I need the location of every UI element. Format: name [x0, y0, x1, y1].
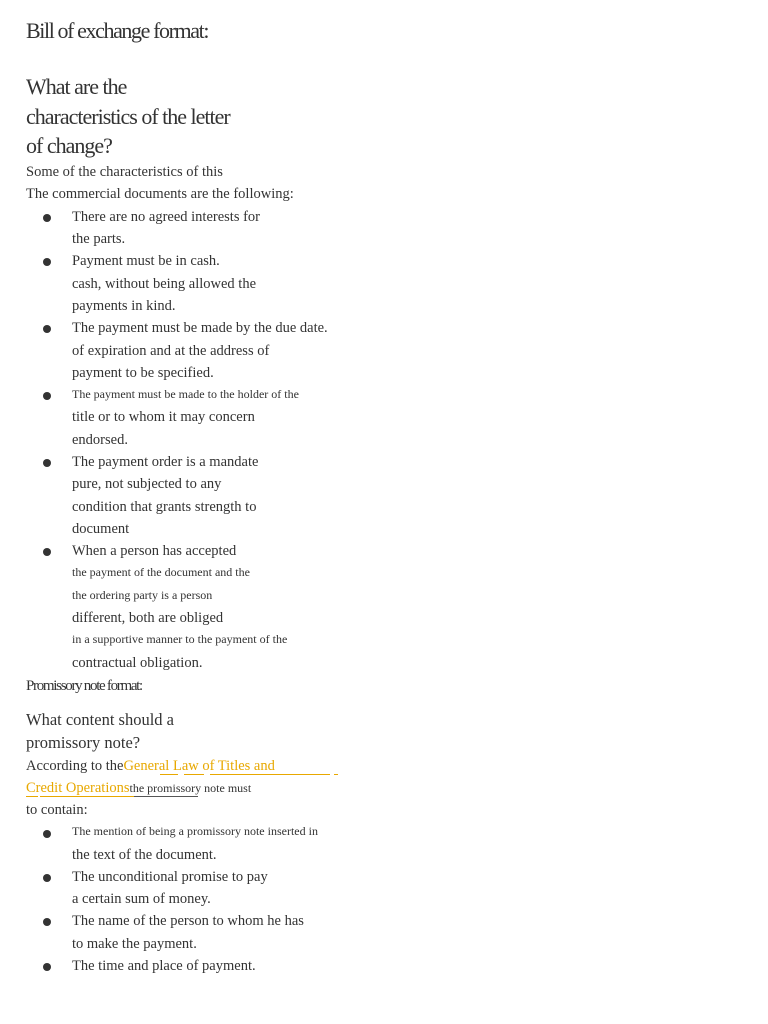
- list-item-line: The name of the person to whom he has: [72, 913, 304, 929]
- list-item-line: condition that grants strength to: [72, 499, 257, 515]
- list-item-line: There are no agreed interests for: [72, 209, 260, 225]
- heading-promissory-content: [26, 708, 174, 754]
- bullet-icon: [43, 918, 51, 926]
- list-item-line: different, both are obliged: [72, 610, 224, 626]
- bullet-icon: [43, 830, 51, 838]
- list-item-line: of expiration and at the address of: [72, 343, 270, 359]
- list-item-line: the ordering party is a person: [72, 588, 213, 602]
- list-item-line: document: [72, 521, 130, 537]
- heading-characteristics-line1: What are the: [26, 74, 127, 99]
- list-item-line: in a supportive manner to the payment of the: [72, 632, 288, 646]
- list-item-line: contractual obligation.: [72, 655, 203, 671]
- intro-line2: The commercial documents are the following:: [26, 186, 294, 202]
- according-line1: [26, 758, 275, 775]
- heading-promissory-note-format: Promissory note format:: [26, 678, 142, 694]
- list-item-line: endorsed.: [72, 432, 128, 448]
- bullet-icon: [43, 459, 51, 467]
- link-underline: [210, 774, 330, 775]
- list-item-line: cash, without being allowed the: [72, 276, 257, 292]
- according-suffix: the promissory note must: [129, 781, 252, 795]
- link-underline: [184, 774, 204, 775]
- link-underline: [334, 774, 338, 775]
- link-underline: [26, 796, 38, 797]
- bullet-icon: [43, 392, 51, 400]
- heading-bill-of-exchange-format: Bill of exchange format:: [26, 18, 209, 43]
- bullet-icon: [43, 214, 51, 222]
- bullet-icon: [43, 963, 51, 971]
- heading-characteristics-line3: of change?: [26, 133, 112, 158]
- bullet-icon: [43, 258, 51, 266]
- list-item-line: Payment must be in cash.: [72, 253, 220, 269]
- list-item-line: payment to be specified.: [72, 365, 214, 381]
- bullet-icon: [43, 325, 51, 333]
- list-item-line: The payment must be made by the due date.: [72, 320, 328, 336]
- list-item-line: the parts.: [72, 231, 126, 247]
- bullet-icon: [43, 548, 51, 556]
- heading-promissory-content-line1: What content should a: [26, 710, 175, 729]
- law-link-part1[interactable]: General Law of Titles and: [123, 758, 275, 774]
- list-item-line: pure, not subjected to any: [72, 476, 222, 492]
- list-item-line: payments in kind.: [72, 298, 176, 314]
- link-underline: [40, 796, 136, 797]
- heading-promissory-content-line2: promissory note?: [26, 733, 141, 752]
- list-item-line: The time and place of payment.: [72, 958, 256, 974]
- list-item-line: the payment of the document and the: [72, 565, 250, 579]
- link-underline: [160, 774, 178, 775]
- list-item-line: a certain sum of money.: [72, 891, 211, 907]
- according-line3: to contain:: [26, 802, 88, 818]
- list-item-line: The unconditional promise to pay: [72, 869, 268, 885]
- link-underline: [134, 796, 198, 797]
- intro-line1: Some of the characteristics of this: [26, 164, 223, 180]
- list-item-line: to make the payment.: [72, 936, 197, 952]
- list-item-line: The payment order is a mandate: [72, 454, 259, 470]
- according-prefix: According to the: [26, 758, 124, 774]
- list-item-line: The payment must be made to the holder of the: [72, 387, 299, 401]
- heading-characteristics: [26, 72, 256, 161]
- list-item-line: the text of the document.: [72, 847, 217, 863]
- according-line2: [26, 780, 251, 797]
- list-item-line: title or to whom it may concern: [72, 409, 255, 425]
- list-item-line: When a person has accepted: [72, 543, 237, 559]
- law-link-part2[interactable]: Credit Operations: [26, 780, 130, 796]
- heading-characteristics-line2: characteristics of the letter: [26, 103, 230, 129]
- bullet-icon: [43, 874, 51, 882]
- list-item-line: The mention of being a promissory note inserted in: [72, 824, 318, 838]
